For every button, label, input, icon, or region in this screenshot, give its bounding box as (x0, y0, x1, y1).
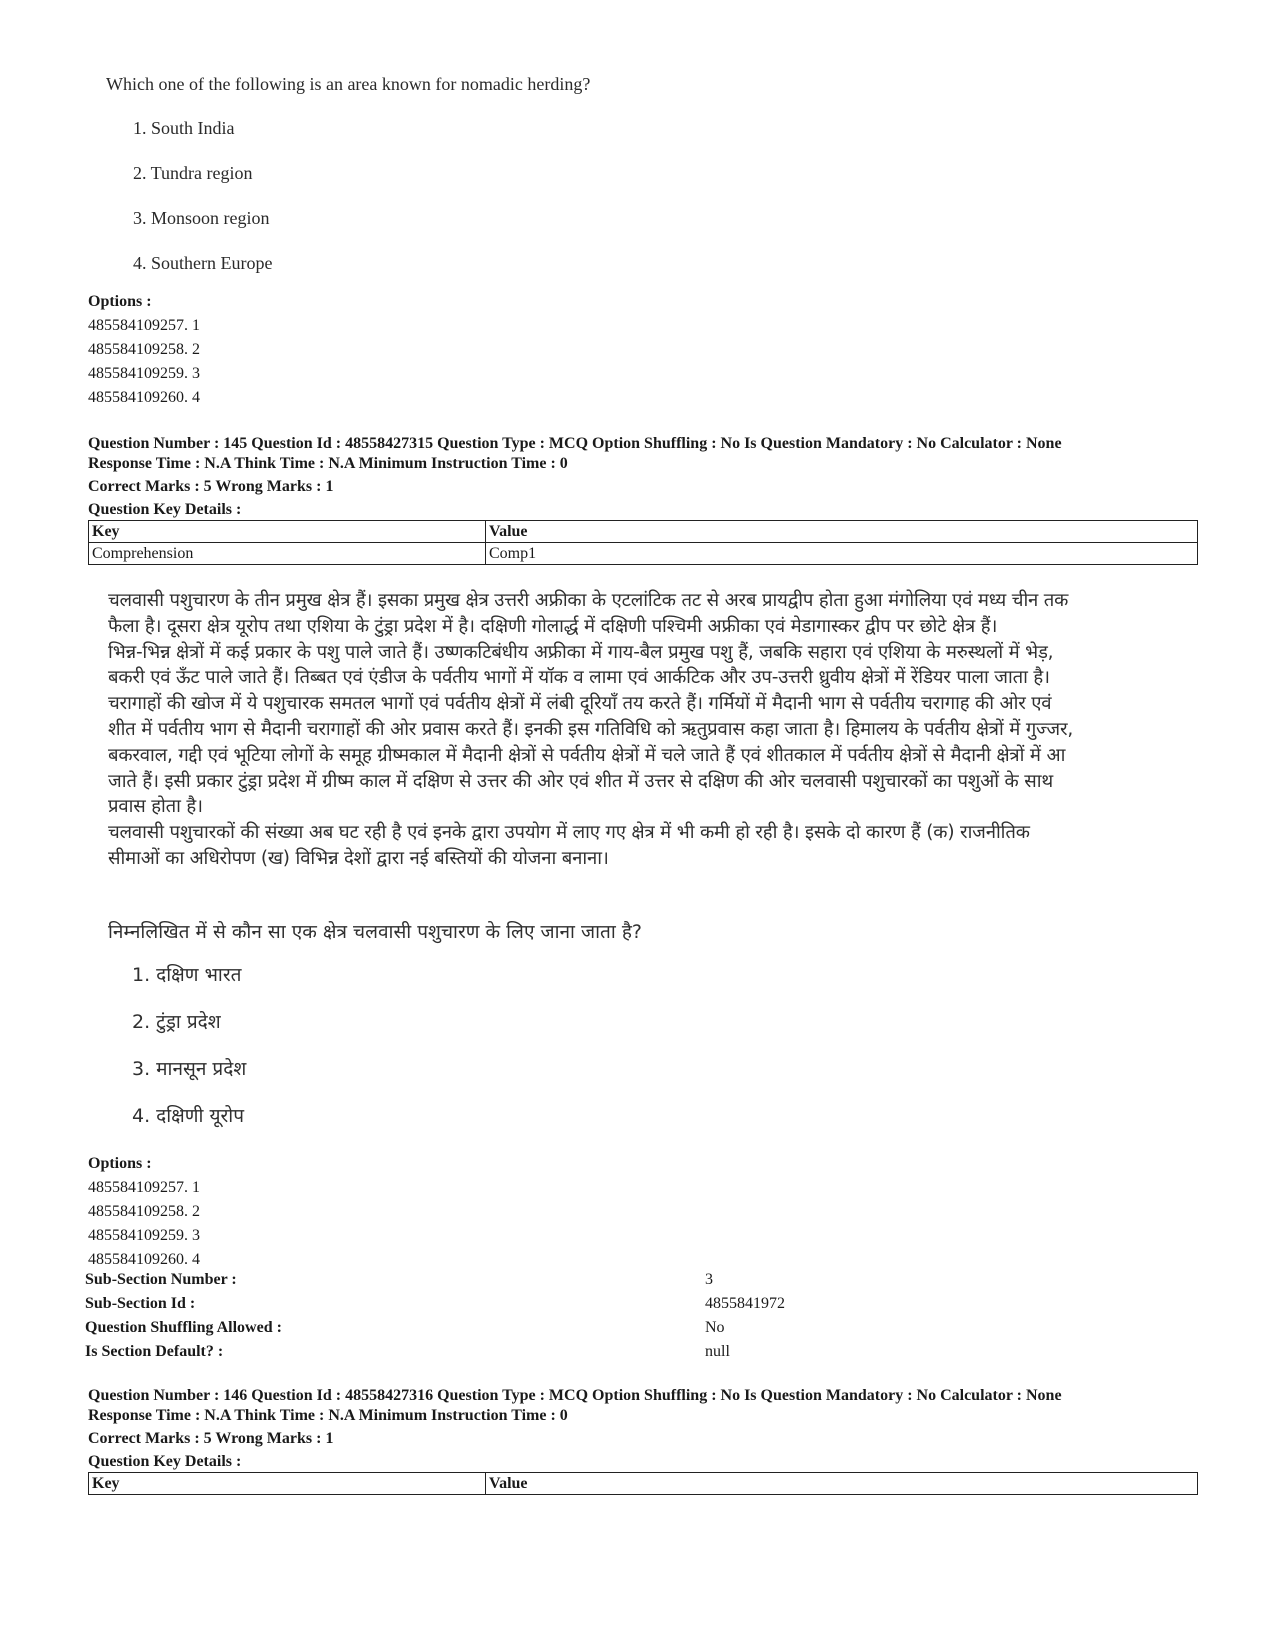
question-key-table (88, 1472, 1198, 1495)
subsection-row (85, 1316, 985, 1340)
passage-line: बकरी एवं ऊँट पाले जाते हैं। तिब्बत एवं एंडीज के पर्वतीय भागों में यॉक व लामा एवं आर्कटिक और उप-उत्तरी ध्रुवीय क्षेत्रों में रेंडियर पाला जाता है। (108, 667, 1050, 689)
table-header-row (89, 521, 1198, 543)
choice-item: 4. Southern Europe (133, 253, 273, 273)
passage-line: चलवासी पशुचारकों की संख्या अब घट रही है एवं इनके द्वारा उपयोग में लाए गए क्षेत्र में भी कमी हो रही है। इसके दो कारण हैं (क) राजनीतिक (108, 822, 1030, 844)
passage-line: फैला है। दूसरा क्षेत्र यूरोप तथा एशिया के टुंड्रा प्रदेश में है। दक्षिणी गोलार्द्ध में दक्षिणी पश्चिमी अफ्रीका एवं मेडागास्कर द्वीप पर छोटे क्षेत्र हैं। (108, 615, 998, 637)
option-id: 485584109257. 1 (88, 1179, 200, 1196)
table-cell-value: Comp1 (486, 543, 1198, 565)
option-id: 485584109259. 3 (88, 1227, 200, 1244)
table-header-key: Key (89, 521, 486, 543)
subsection-key: Sub-Section Number : (85, 1271, 237, 1288)
question-meta-line: Question Number : 146 Question Id : 48558427316 Question Type : MCQ Option Shuffling : No Is Question Mandatory : No Calculator : None (88, 1387, 1062, 1404)
option-id: 485584109260. 4 (88, 1251, 200, 1268)
subsection-value: No (705, 1319, 725, 1336)
passage-line: शीत में पर्वतीय भाग से मैदानी चरागाहों की ओर प्रवास करते हैं। इनकी इस गतिविधि को ऋतुप्रवास कहा जाता है। हिमालय के पर्वतीय क्षेत्रों में गुज्जर, (108, 718, 1073, 740)
subsection-row (85, 1292, 985, 1316)
question-meta (88, 434, 1062, 520)
option-id: 485584109258. 2 (88, 1203, 200, 1220)
passage-line: भिन्न-भिन्न क्षेत्रों में कई प्रकार के पशु पाले जाते हैं। उष्णकटिबंधीय अफ्रीका में गाय-बैल प्रमुख पशु हैं, जबकि सहारा एवं एशिया के मरुस्थलों में भेड़, (108, 641, 1054, 663)
subsection-row (85, 1268, 985, 1292)
subsection-key: Sub-Section Id : (85, 1295, 196, 1312)
passage-line: चलवासी पशुचारण के तीन प्रमुख क्षेत्र हैं। इसका प्रमुख क्षेत्र उत्तरी अफ्रीका के एटलांटिक तट से अरब प्रायद्वीप होता हुआ मंगोलिया एवं मध्य चीन तक (108, 590, 1069, 611)
question-meta (88, 1386, 1062, 1472)
passage-line: बकरवाल, गद्दी एवं भूटिया लोगों के समूह ग्रीष्मकाल में मैदानी क्षेत्रों से पर्वतीय क्षेत्रों में चले जाते हैं एवं शीतकाल में पर्वतीय क्षेत्रों से मैदानी क्षेत्रों में आ (108, 744, 1066, 766)
table-header-value: Value (486, 521, 1198, 543)
subsection-value: null (705, 1343, 730, 1360)
question-marks: Correct Marks : 5 Wrong Marks : 1 (88, 478, 334, 495)
option-id: 485584109258. 2 (88, 341, 200, 358)
table-header-key: Key (89, 1473, 486, 1495)
subsection-row (85, 1340, 985, 1364)
table-header-value: Value (486, 1473, 1198, 1495)
table-cell-key: Comprehension (89, 543, 486, 565)
choice-list (133, 106, 272, 286)
choice-item: 2. Tundra region (133, 163, 253, 183)
table-header-row (89, 1473, 1198, 1495)
choice-item: 3. मानसून प्रदेश (132, 1058, 247, 1080)
passage-line: जाते हैं। इसी प्रकार टुंड्रा प्रदेश में ग्रीष्म काल में दक्षिण से उत्तर की ओर एवं शीत में उत्तर से दक्षिण की ओर चलवासी पशुचारकों का पशुओं के साथ (108, 770, 1053, 792)
options-label: Options : (88, 293, 152, 310)
subsection-value: 4855841972 (705, 1295, 785, 1312)
passage-line: प्रवास होता है। (108, 796, 203, 818)
passage-line: चरागाहों की खोज में ये पशुचारक समतल भागों एवं पर्वतीय क्षेत्रों में लंबी दूरियाँ तय करते हैं। गर्मियों में मैदानी भाग से पर्वतीय चरागाह की ओर एवं (108, 693, 1052, 715)
choice-item: 1. दक्षिण भारत (132, 964, 242, 986)
question-key-details-label: Question Key Details : (88, 501, 242, 518)
question-timing-line: Response Time : N.A Think Time : N.A Minimum Instruction Time : 0 (88, 1407, 568, 1424)
question-key-details-label: Question Key Details : (88, 1453, 242, 1470)
subsection-value: 3 (705, 1271, 713, 1288)
option-id: 485584109257. 1 (88, 317, 200, 334)
question-meta-line: Question Number : 145 Question Id : 48558427315 Question Type : MCQ Option Shuffling : No Is Question Mandatory : No Calculator : None (88, 435, 1062, 452)
subsection-details (85, 1268, 985, 1364)
option-id: 485584109260. 4 (88, 389, 200, 406)
subsection-key: Is Section Default? : (85, 1343, 224, 1360)
question-text: Which one of the following is an area known for nomadic herding? (106, 74, 591, 94)
choice-item: 2. टुंड्रा प्रदेश (132, 1011, 221, 1033)
options-block (88, 290, 200, 410)
comprehension-passage (108, 588, 1193, 872)
passage-line: सीमाओं का अधिरोपण (ख) विभिन्न देशों द्वारा नई बस्तियों की योजना बनाना। (108, 847, 609, 869)
choice-item: 4. दक्षिणी यूरोप (132, 1105, 245, 1127)
table-row (89, 543, 1198, 565)
question-timing-line: Response Time : N.A Think Time : N.A Minimum Instruction Time : 0 (88, 455, 568, 472)
choice-item: 1. South India (133, 118, 235, 138)
subsection-key: Question Shuffling Allowed : (85, 1319, 282, 1336)
choice-item: 3. Monsoon region (133, 208, 270, 228)
hindi-question-text: निम्नलिखित में से कौन सा एक क्षेत्र चलवासी पशुचारण के लिए जाना जाता है? (108, 921, 642, 943)
question-key-table (88, 520, 1198, 565)
options-block (88, 1152, 200, 1272)
question-marks: Correct Marks : 5 Wrong Marks : 1 (88, 1430, 334, 1447)
option-id: 485584109259. 3 (88, 365, 200, 382)
options-label: Options : (88, 1155, 152, 1172)
hindi-choice-list (132, 952, 246, 1140)
